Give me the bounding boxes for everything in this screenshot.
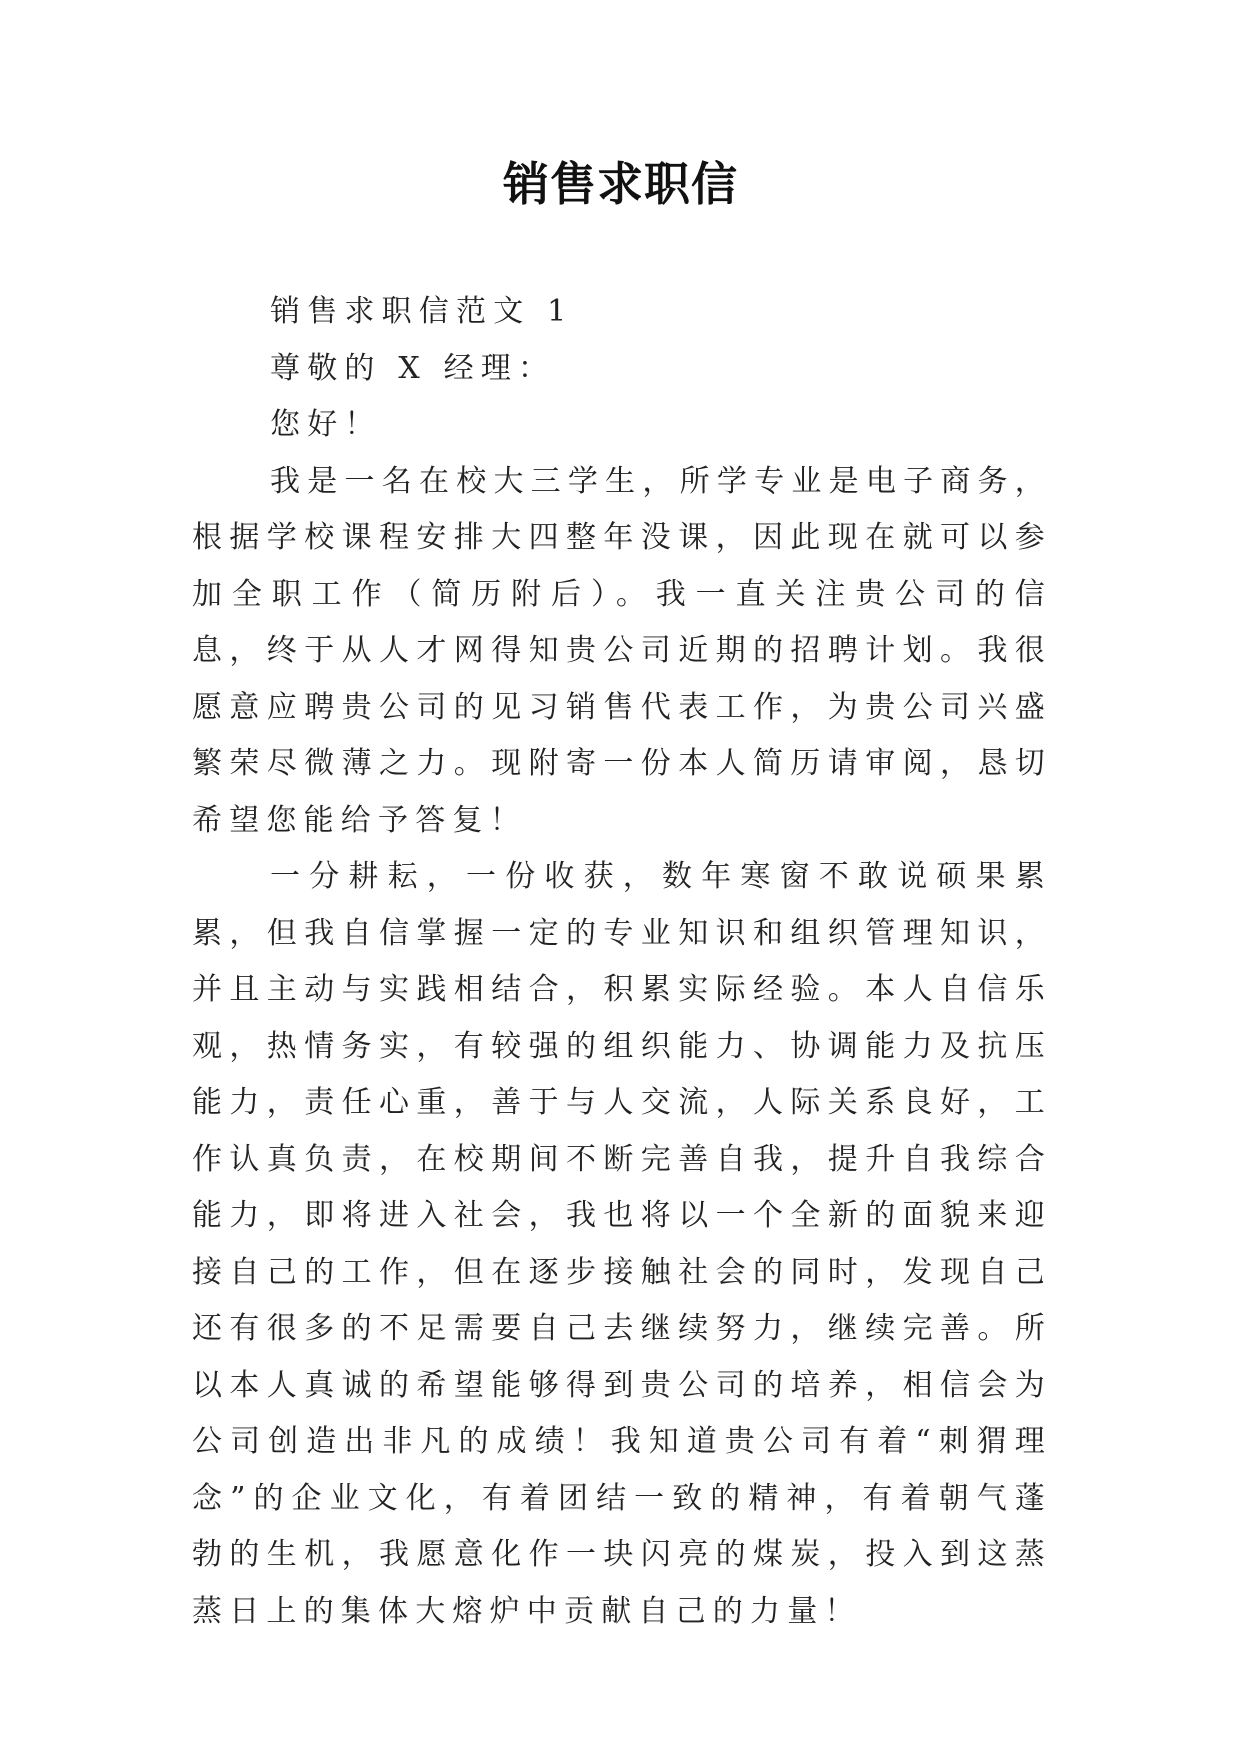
document-title: 销售求职信: [503, 157, 738, 211]
paragraph-intro: 我是一名在校大三学生，所学专业是电子商务，根据学校课程安排大四整年没课，因此现在就可以参加全职工作（简历附后）。我一直关注贵公司的信息，终于从人才网得知贵公司近期的招聘计划。我很愿意应聘贵公司的见习销售代表工作，为贵公司兴盛繁荣尽微薄之力。现附寄一份本人简历请审阅，恳切希望您能给予答复！: [192, 463, 1052, 838]
subtitle-line: 销售求职信范文 1: [270, 294, 574, 329]
paragraph-self-assessment: 一分耕耘，一份收获，数年寒窗不敢说硕果累累，但我自信掌握一定的专业知识和组织管理知识，并且主动与实践相结合，积累实际经验。本人自信乐观，热情务实，有较强的组织能力、协调能力及抗压能力，责任心重，善于与人交流，人际关系良好，工作认真负责，在校期间不断完善自我，提升自我综合能力，即将进入社会，我也将以一个全新的面貌来迎接自己的工作，但在逐步接触社会的同时，发现自己还有很多的不足需要自己去继续努力，继续完善。所以本人真诚的希望能够得到贵公司的培养，相信会为公司创造出非凡的成绩！我知道贵公司有着“刺猬理念”的企业文化，有着团结一致的精神，有着朝气蓬勃的生机，我愿意化作一块闪亮的煤炭，投入到这蒸蒸日上的集体大熔炉中贡献自己的力量！: [192, 859, 1052, 1629]
greeting-line: 您好！: [270, 407, 382, 442]
salutation-line: 尊敬的 X 经理：: [270, 350, 556, 386]
document-body: [192, 284, 1052, 1640]
